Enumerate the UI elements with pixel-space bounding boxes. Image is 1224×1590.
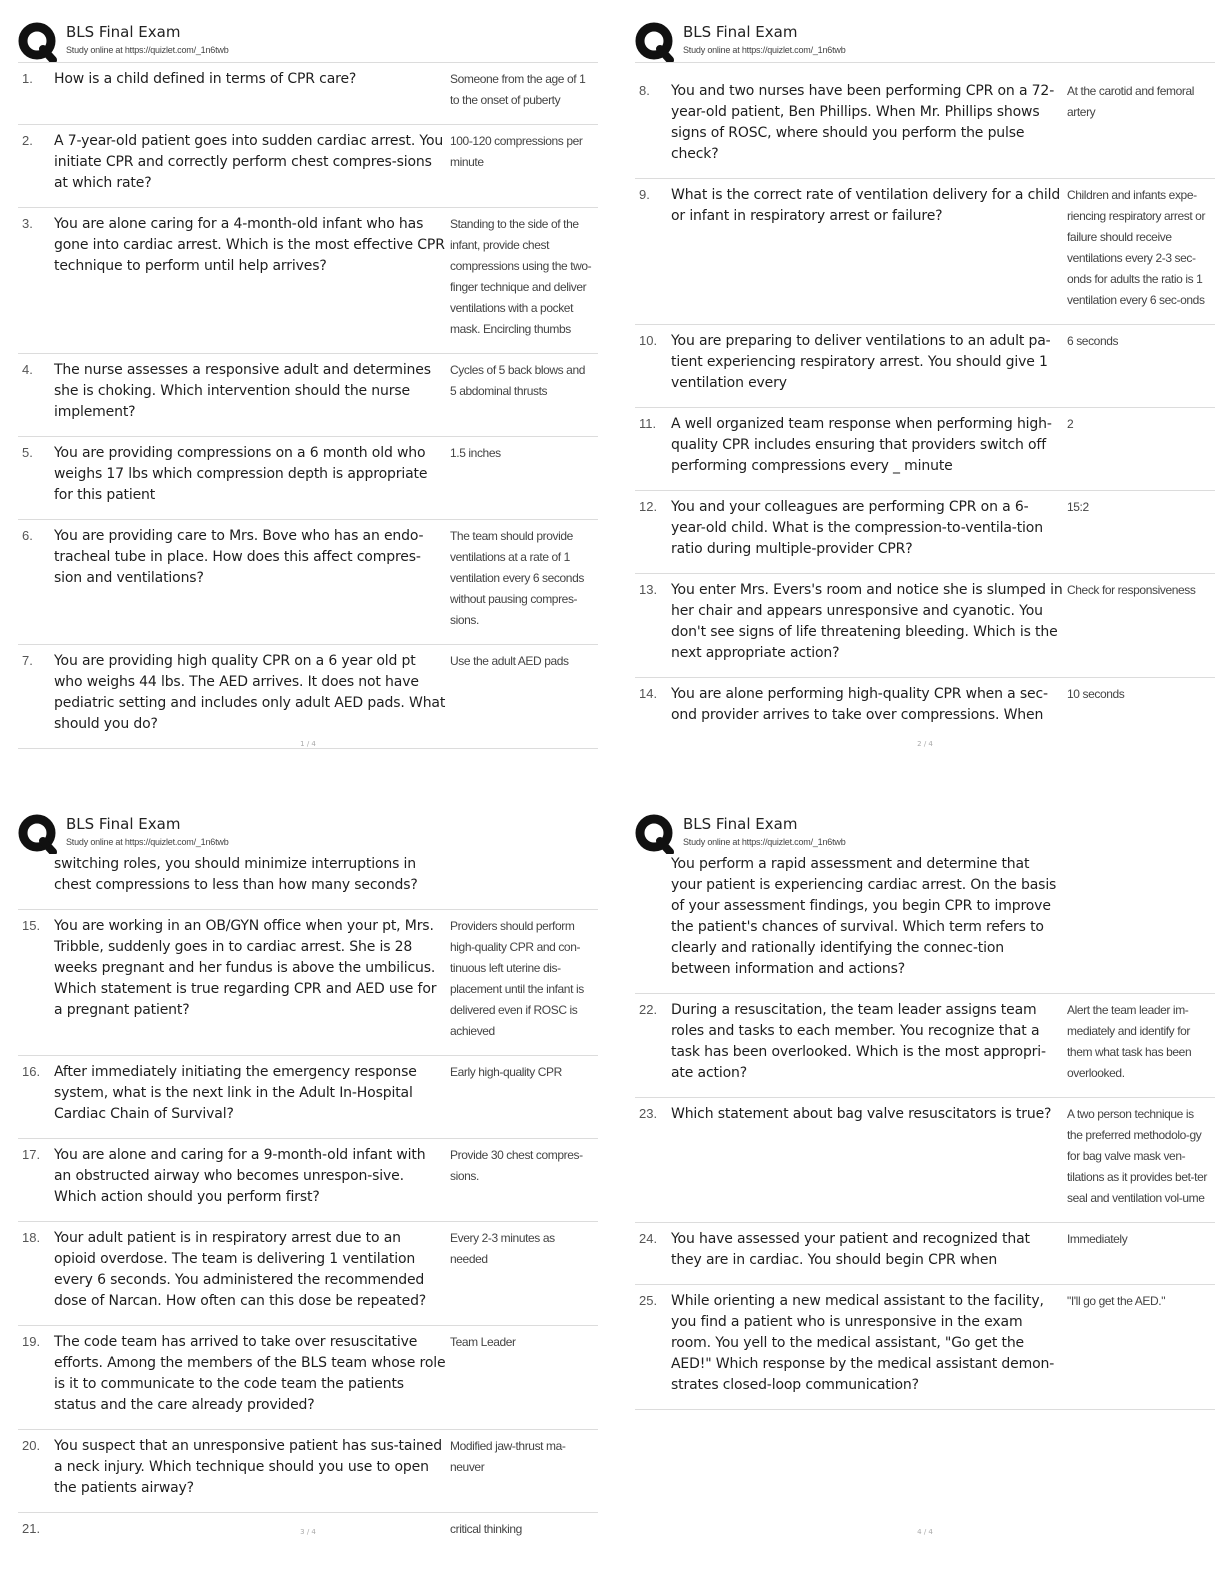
question-number: 18. <box>22 1230 41 1245</box>
answer-text: Someone from the age of 1 to the onset of puberty <box>450 72 586 107</box>
question-text: You enter Mrs. Evers's room and notice she is slumped in her chair and appears unresponsive and cyanotic. You don't see signs of life threatening bleeding. Which is the next appropriate action? <box>671 582 1063 661</box>
qa-list <box>635 62 1215 739</box>
question-text: You are providing care to Mrs. Bove who has an endo-tracheal tube in place. How does this affect compres-sion and ventilations? <box>54 528 424 586</box>
question-text: You perform a rapid assessment and determine that your patient is experiencing cardiac arrest. On the basis of your assessment findings, you begin CPR to improve the patient's chances of survival. Which term refers to clearly and rationally identifying the connec-tion between information and actions? <box>671 856 1057 977</box>
answer-text: Use the adult AED pads <box>450 654 569 668</box>
page-2 <box>635 18 1215 798</box>
qa-row <box>635 1223 1215 1285</box>
answer-text <box>1063 854 1215 980</box>
question-text: You suspect that an unresponsive patient has sus-tained a neck injury. Which technique should you use to open the patients airway? <box>54 1438 442 1496</box>
question-text: Which statement about bag valve resuscitators is true? <box>671 1106 1052 1122</box>
answer-text: Every 2-3 minutes as needed <box>450 1231 555 1266</box>
qa-row-continued <box>635 854 1215 994</box>
answer-text: Immediately <box>1067 1232 1128 1246</box>
qa-row <box>18 1222 598 1326</box>
question-number: 21. <box>22 1521 41 1536</box>
question-text: You are working in an OB/GYN office when your pt, Mrs. Tribble, suddenly goes in to cardiac arrest. She is 28 weeks pregnant and her fundus is above the umbilicus. Which statement is true regarding CPR and AED use for a pregnant patient? <box>54 918 437 1018</box>
qa-row <box>18 208 598 354</box>
question-text: You are providing compressions on a 6 month old who weighs 17 lbs which compression depth is appropriate for this patient <box>54 445 428 503</box>
qa-row <box>635 1098 1215 1223</box>
question-text: You and your colleagues are performing CPR on a 6-year-old child. What is the compression-to-ventila-tion ratio during multiple-provider CPR? <box>671 499 1043 557</box>
question-number: 13. <box>639 582 658 597</box>
answer-text: Alert the team leader im-mediately and identify for them what task has been overlooked. <box>1067 1003 1192 1080</box>
question-number: 20. <box>22 1438 41 1453</box>
study-link[interactable]: Study online at https://quizlet.com/_1n6twb <box>683 45 846 55</box>
qa-list <box>635 854 1215 1410</box>
page-header <box>635 18 1215 62</box>
question-text: The nurse assesses a responsive adult and determines she is choking. Which intervention should the nurse implement? <box>54 362 431 420</box>
answer-text: 2 <box>1067 417 1074 431</box>
question-text: A well organized team response when performing high-quality CPR includes ensuring that providers switch off performing compressions every _ minute <box>671 416 1052 474</box>
qa-row <box>18 1430 598 1513</box>
question-number: 1. <box>22 71 33 86</box>
question-number: 16. <box>22 1064 41 1079</box>
answer-text: Modified jaw-thrust ma-neuver <box>450 1439 566 1474</box>
answer-text: 6 seconds <box>1067 334 1119 348</box>
study-link[interactable]: Study online at https://quizlet.com/_1n6twb <box>66 45 229 55</box>
answer-text: "I'll go get the AED." <box>1067 1294 1166 1308</box>
answer-text: critical thinking <box>450 1522 522 1536</box>
qa-list <box>18 854 598 1553</box>
answer-text: 10 seconds <box>1067 687 1125 701</box>
doc-title: BLS Final Exam <box>683 23 798 41</box>
answer-text: Team Leader <box>450 1335 516 1349</box>
question-text: While orienting a new medical assistant to the facility, you find a patient who is unresponsive in the exam room. You yell to the medical assistant, "Go get the AED!" Which response by the medical assistant demon-strates closed-loop communication? <box>671 1293 1055 1393</box>
question-text: The code team has arrived to take over resuscitative efforts. Among the members of the BLS team whose role is it to communicate to the code team the patients status and the care already provided? <box>54 1334 446 1413</box>
question-number: 23. <box>639 1106 658 1121</box>
question-text: You are providing high quality CPR on a 6 year old pt who weighs 44 lbs. The AED arrives. It does not have pediatric setting and includes only adult AED pads. What should you do? <box>54 653 446 732</box>
qa-row <box>635 408 1215 491</box>
study-link[interactable]: Study online at https://quizlet.com/_1n6twb <box>683 837 846 847</box>
qa-row <box>635 179 1215 325</box>
qa-row <box>18 910 598 1056</box>
question-text: How is a child defined in terms of CPR care? <box>54 71 357 87</box>
question-number: 7. <box>22 653 33 668</box>
answer-text: 1.5 inches <box>450 446 501 460</box>
qa-row <box>18 1139 598 1222</box>
qa-row <box>18 520 598 645</box>
question-number: 19. <box>22 1334 41 1349</box>
doc-title: BLS Final Exam <box>66 815 181 833</box>
answer-text: A two person technique is the preferred methodolo-gy for bag valve mask ven-tilations as it provides bet-ter seal and ventilation vol-ume <box>1067 1107 1207 1205</box>
question-number: 5. <box>22 445 33 460</box>
qa-row <box>635 678 1215 739</box>
study-link[interactable]: Study online at https://quizlet.com/_1n6twb <box>66 837 229 847</box>
question-text: You have assessed your patient and recognized that they are in cardiac. You should begin CPR when <box>671 1231 1030 1268</box>
qa-row <box>18 645 598 749</box>
question-number: 25. <box>639 1293 658 1308</box>
quizlet-logo-icon <box>635 814 675 854</box>
question-number: 9. <box>639 187 650 202</box>
page-number: 1 / 4 <box>300 740 316 748</box>
page-1 <box>18 18 598 798</box>
answer-text: Early high-quality CPR <box>450 1065 562 1079</box>
answer-text: Check for responsiveness <box>1067 583 1196 597</box>
qa-row <box>18 63 598 125</box>
answer-text: Cycles of 5 back blows and 5 abdominal thrusts <box>450 363 586 398</box>
question-number: 11. <box>639 416 657 431</box>
page-number: 4 / 4 <box>917 1528 933 1536</box>
question-number: 4. <box>22 362 33 377</box>
answer-text: Children and infants expe-riencing respiratory arrest or failure should receive ventilations every 2-3 sec-onds for adults the ratio is 1 ventilation every 6 sec-onds <box>1067 188 1206 307</box>
question-text: After immediately initiating the emergency response system, what is the next link in the Adult In-Hospital Cardiac Chain of Survival? <box>54 1064 417 1122</box>
qa-row <box>635 325 1215 408</box>
question-text: A 7-year-old patient goes into sudden cardiac arrest. You initiate CPR and correctly perform chest compres-sions at which rate? <box>54 133 444 191</box>
question-text: What is the correct rate of ventilation delivery for a child or infant in respiratory arrest or failure? <box>671 187 1061 224</box>
answer-text: Providers should perform high-quality CPR and con-tinuous left uterine dis-placement until the infant is delivered even if ROSC is achieved <box>450 919 584 1038</box>
qa-list <box>18 62 598 749</box>
question-text: You are alone performing high-quality CPR when a sec-ond provider arrives to take over compressions. When <box>671 686 1048 723</box>
page-header <box>18 810 598 854</box>
qa-row <box>635 75 1215 179</box>
question-text: You are alone caring for a 4-month-old infant who has gone into cardiac arrest. Which is the most effective CPR technique to perform until help arrives? <box>54 216 445 274</box>
question-number: 24. <box>639 1231 658 1246</box>
question-text: You are alone and caring for a 9-month-old infant with an obstructed airway who becomes unrespon-sive. Which action should you perform first? <box>54 1147 426 1205</box>
question-text: You and two nurses have been performing CPR on a 72-year-old patient, Ben Phillips. When Mr. Phillips shows signs of ROSC, where should you perform the pulse check? <box>671 83 1055 162</box>
question-number: 10. <box>639 333 658 348</box>
answer-text <box>446 854 598 896</box>
question-number: 14. <box>639 686 658 701</box>
question-text: Your adult patient is in respiratory arrest due to an opioid overdose. The team is delivering 1 ventilation every 6 seconds. You administered the recommended dose of Narcan. How often can this dose be repeated? <box>54 1230 427 1309</box>
answer-text: 100-120 compressions per minute <box>450 134 583 169</box>
page-3 <box>18 810 598 1590</box>
qa-row-continued <box>18 854 598 910</box>
question-number: 12. <box>639 499 658 514</box>
question-text: You are preparing to deliver ventilations to an adult pa-tient experiencing respiratory arrest. You should give 1 ventilation every <box>671 333 1051 391</box>
answer-text: 15:2 <box>1067 500 1089 514</box>
answer-text: Standing to the side of the infant, provide chest compressions using the two-finger technique and deliver ventilations with a pocket mask. Encircling thumbs <box>450 217 592 336</box>
page-number: 3 / 4 <box>300 1528 316 1536</box>
answer-text: The team should provide ventilations at a rate of 1 ventilation every 6 seconds without pausing compres-sions. <box>450 529 584 627</box>
doc-title: BLS Final Exam <box>66 23 181 41</box>
quizlet-logo-icon <box>18 22 58 62</box>
qa-row <box>18 354 598 437</box>
question-number: 22. <box>639 1002 658 1017</box>
qa-row <box>18 125 598 208</box>
question-number: 17. <box>22 1147 41 1162</box>
quizlet-logo-icon <box>635 22 675 62</box>
question-number: 2. <box>22 133 33 148</box>
qa-row <box>635 574 1215 678</box>
qa-row <box>18 437 598 520</box>
page-header <box>18 18 598 62</box>
page-header <box>635 810 1215 854</box>
question-text: switching roles, you should minimize interruptions in chest compressions to less than how many seconds? <box>54 856 418 893</box>
question-number: 6. <box>22 528 33 543</box>
question-number: 15. <box>22 918 41 933</box>
answer-text: Provide 30 chest compres-sions. <box>450 1148 583 1183</box>
question-text: During a resuscitation, the team leader assigns team roles and tasks to each member. You recognize that a task has been overlooked. Which is the most appropri-ate action? <box>671 1002 1046 1081</box>
answer-text: At the carotid and femoral artery <box>1067 84 1195 119</box>
question-number: 3. <box>22 216 33 231</box>
quizlet-logo-icon <box>18 814 58 854</box>
qa-row <box>635 1285 1215 1410</box>
page-number: 2 / 4 <box>917 740 933 748</box>
qa-row <box>18 1326 598 1430</box>
question-number: 8. <box>639 83 650 98</box>
qa-row <box>18 1056 598 1139</box>
qa-row <box>635 994 1215 1098</box>
qa-row <box>635 491 1215 574</box>
doc-title: BLS Final Exam <box>683 815 798 833</box>
page-4 <box>635 810 1215 1590</box>
